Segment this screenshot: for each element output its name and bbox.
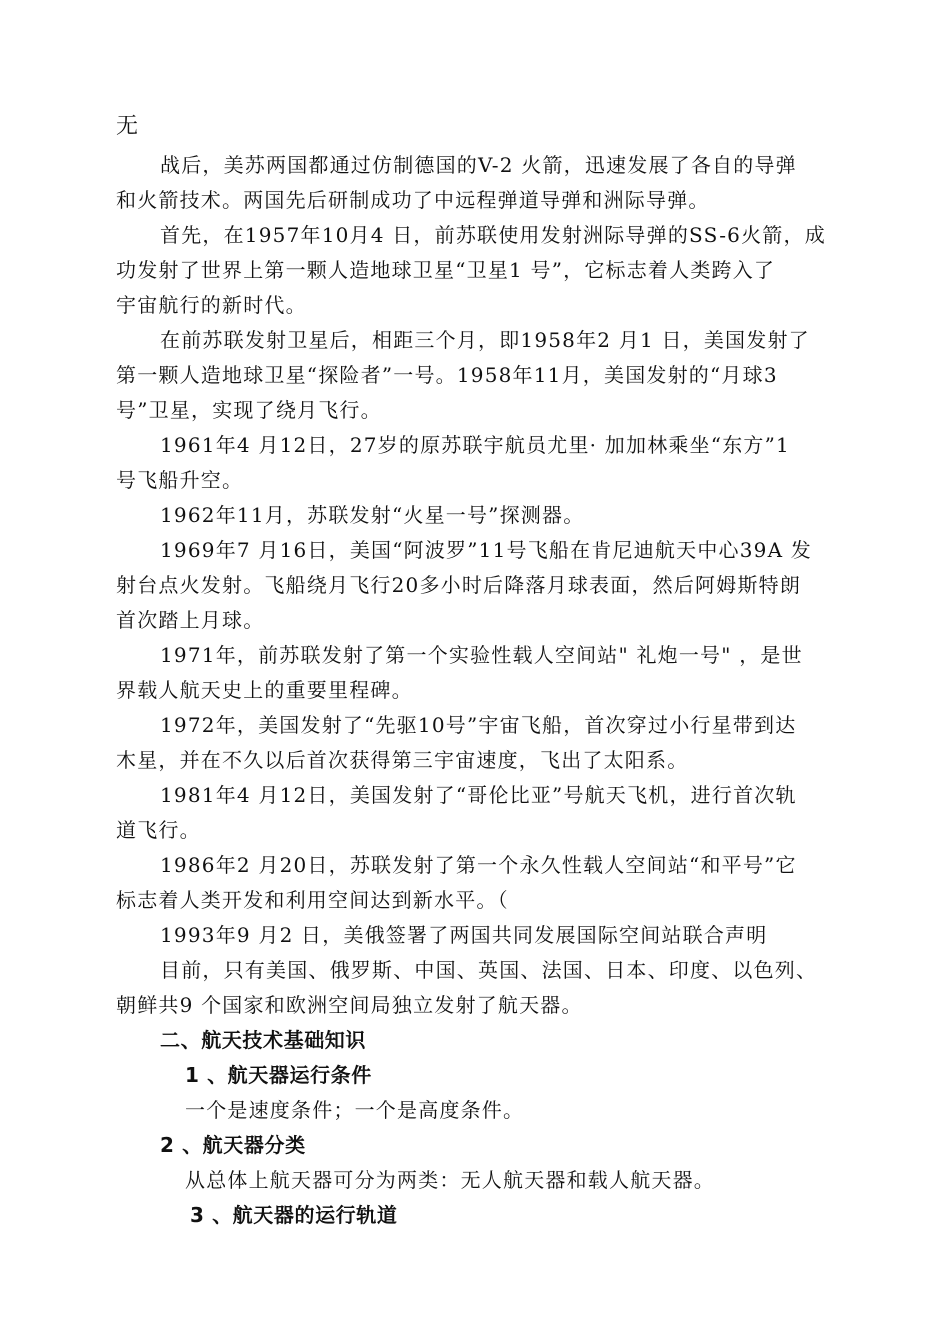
paragraph-line: 木星，并在不久以后首次获得第三宇宙速度，飞出了太阳系。 <box>116 748 689 772</box>
paragraph-line: 道飞行。 <box>116 818 201 842</box>
paragraph-line: 标志着人类开发和利用空间达到新水平。（ <box>116 888 509 912</box>
paragraph-line: 1962年11月，苏联发射“火星一号”探测器。 <box>160 503 585 527</box>
paragraph-line: 1971年，前苏联发射了第一个实验性载人空间站" 礼炮一号" ，是世 <box>160 643 803 667</box>
paragraph-line: 在前苏联发射卫星后，相距三个月，即1958年2 月1 日，美国发射了 <box>160 328 810 352</box>
paragraph-line: 首先，在1957年10月4 日，前苏联使用发射洲际导弹的SS-6火箭，成 <box>160 223 826 247</box>
paragraph-line: 首次踏上月球。 <box>116 608 265 632</box>
paragraph-line: 第一颗人造地球卫星“探险者”一号。1958年11月，美国发射的“月球3 <box>116 363 778 387</box>
subsection-text: 一个是速度条件；一个是高度条件。 <box>185 1098 525 1122</box>
paragraph-line: 战后，美苏两国都通过仿制德国的V-2 火箭，迅速发展了各自的导弹 <box>160 153 797 177</box>
paragraph-line: 1993年9 月2 日，美俄签署了两国共同发展国际空间站联合声明 <box>160 923 768 947</box>
paragraph-line: 1981年4 月12日，美国发射了“哥伦比亚”号航天飞机，进行首次轨 <box>160 783 797 807</box>
paragraph-line: 功发射了世界上第一颗人造地球卫星“卫星1 号”，它标志着人类跨入了 <box>116 258 776 282</box>
paragraph-line: 1972年，美国发射了“先驱10号”宇宙飞船，首次穿过小行星带到达 <box>160 713 797 737</box>
section-heading: 二、航天技术基础知识 <box>160 1028 366 1052</box>
paragraph-line: 和火箭技术。两国先后研制成功了中远程弹道导弹和洲际导弹。 <box>116 188 710 212</box>
paragraph-line: 号飞船升空。 <box>116 468 244 492</box>
subsection-heading: 3 、航天器的运行轨道 <box>190 1203 398 1227</box>
paragraph-line: 宇宙航行的新时代。 <box>116 293 307 317</box>
paragraph-line: 1986年2 月20日，苏联发射了第一个永久性载人空间站“和平号”它 <box>160 853 797 877</box>
paragraph-line: 目前，只有美国、俄罗斯、中国、英国、法国、日本、印度、以色列、 <box>160 958 818 982</box>
paragraph-line: 1961年4 月12日，27岁的原苏联宇航员尤里· 加加林乘坐“东方”1 <box>160 433 790 457</box>
subsection-heading: 1 、航天器运行条件 <box>185 1063 372 1087</box>
subsection-text: 从总体上航天器可分为两类：无人航天器和载人航天器。 <box>185 1168 715 1192</box>
subsection-heading: 2 、航天器分类 <box>160 1133 306 1157</box>
page-title: 无 <box>116 114 139 139</box>
paragraph-line: 射台点火发射。飞船绕月飞行20多小时后降落月球表面，然后阿姆斯特朗 <box>116 573 802 597</box>
paragraph-line: 界载人航天史上的重要里程碑。 <box>116 678 413 702</box>
paragraph-line: 1969年7 月16日，美国“阿波罗”11号飞船在肯尼迪航天中心39A 发 <box>160 538 812 562</box>
paragraph-line: 朝鲜共9 个国家和欧洲空间局独立发射了航天器。 <box>116 993 583 1017</box>
paragraph-line: 号”卫星，实现了绕月飞行。 <box>116 398 382 422</box>
